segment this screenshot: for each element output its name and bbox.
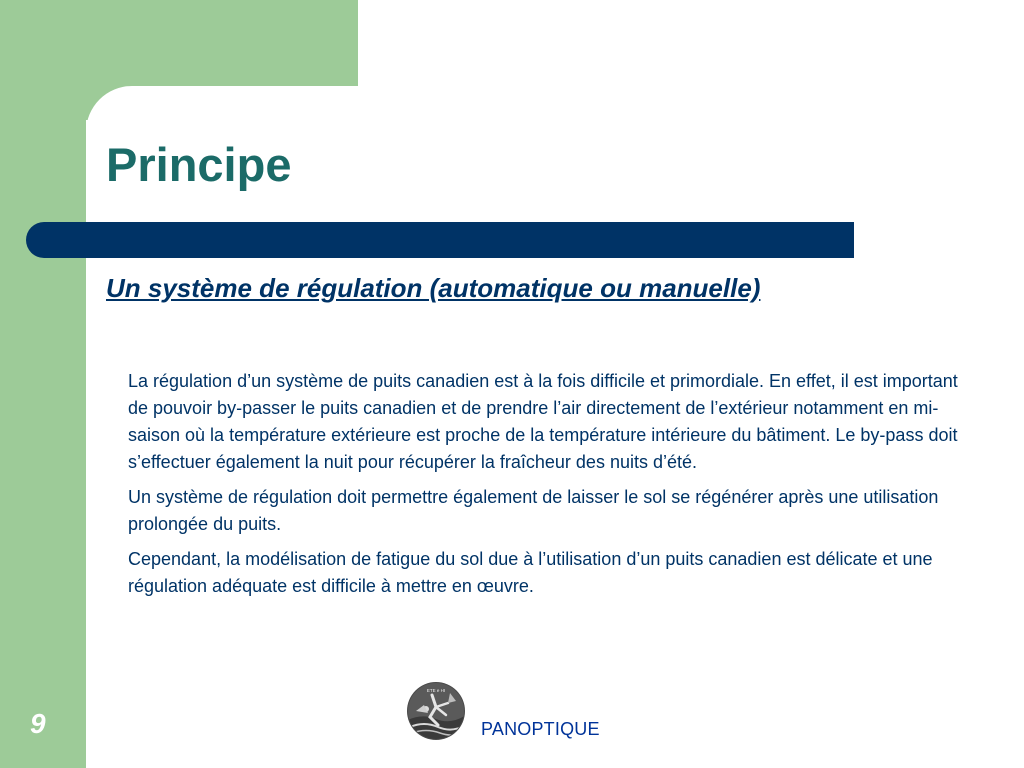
slide-body — [128, 368, 958, 608]
slide-number: 9 — [30, 708, 46, 739]
panoptique-logo-icon — [406, 681, 466, 741]
logo-caption: ETE e HI — [426, 688, 446, 693]
body-paragraph: Cependant, la modélisation de fatigue du sol due à l’utilisation d’un puits canadien est délicate et une régulation adéquate est difficile à mettre en œuvre. — [128, 549, 933, 596]
footer-brand: PANOPTIQUE — [481, 719, 600, 739]
decorative-green-sidebar — [0, 0, 86, 768]
slide-subtitle: Un système de régulation (automatique ou manuelle) — [106, 273, 761, 303]
slide-title: Principe — [106, 138, 292, 191]
title-divider-bar — [26, 222, 854, 258]
body-paragraph: La régulation d’un système de puits canadien est à la fois difficile et primordiale. En effet, il est important de pouvoir by-passer le puits canadien et de prendre l’air directement de l’extérieur notamment en mi-saison où la température extérieure est proche de la température intérieure du bâtiment. Le by-pass doit s’effectuer également la nuit pour récupérer la fraîcheur des nuits d’été. — [128, 371, 958, 472]
body-paragraph: Un système de régulation doit permettre également de laisser le sol se régénérer après une utilisation prolongée du puits. — [128, 487, 939, 534]
